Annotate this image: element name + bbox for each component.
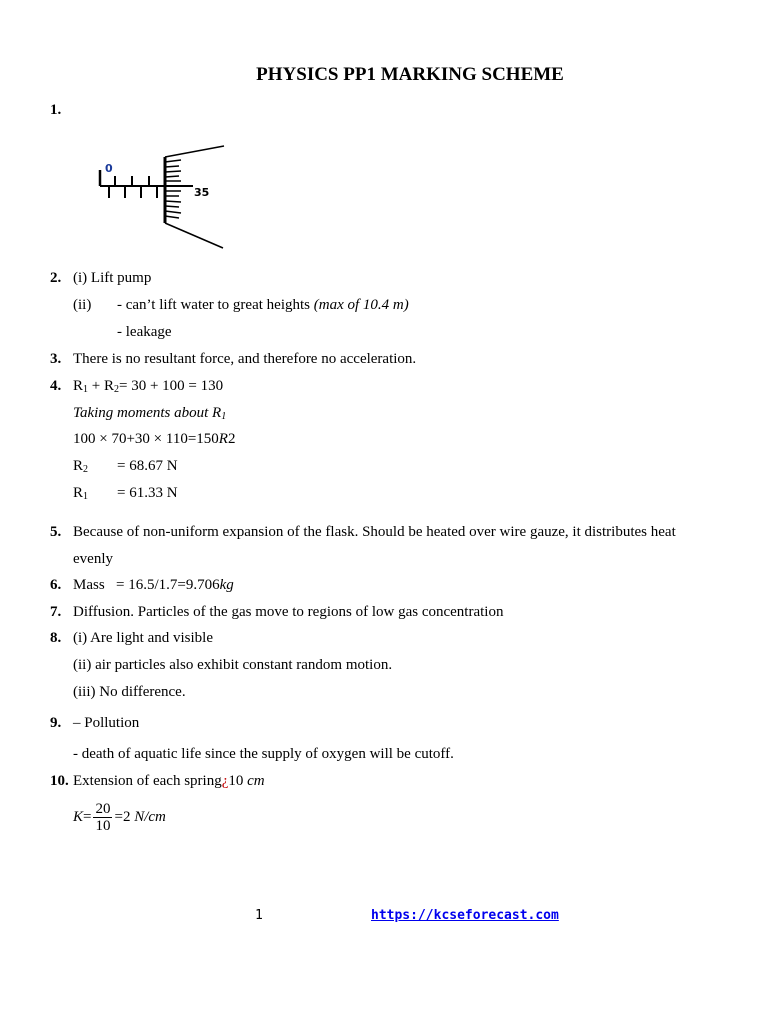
thimble-reading-label: 35 bbox=[194, 186, 210, 199]
question-number: 7. bbox=[50, 604, 62, 620]
eq-result: =2 bbox=[114, 809, 131, 825]
answer-value: 10 bbox=[228, 773, 244, 789]
eq-part: = 30 + 100 = 130 bbox=[118, 378, 224, 394]
answer-text: (ii) air particles also exhibit constant random motion. bbox=[73, 657, 393, 673]
footer-link[interactable]: https://kcseforecast.com bbox=[371, 908, 559, 923]
answer-part: - can’t lift water to great heights bbox=[117, 297, 310, 313]
answer-unit: cm bbox=[247, 773, 265, 789]
numerator: 20 bbox=[95, 801, 111, 818]
label-letter: R bbox=[73, 485, 84, 501]
answer-label: Mass bbox=[73, 577, 105, 593]
answer-text: (i) Are light and visible bbox=[73, 630, 213, 646]
eq-sign: = bbox=[83, 809, 92, 825]
answer-text: Diffusion. Particles of the gas move to regions of low gas concentration bbox=[73, 604, 504, 620]
moments-equation bbox=[73, 428, 235, 450]
sub-label: (ii) bbox=[73, 297, 92, 313]
question-number: 3. bbox=[50, 351, 62, 367]
page-number: 1 bbox=[255, 908, 263, 923]
mass-equation bbox=[116, 574, 234, 596]
answer-text: There is no resultant force, and therefore no acceleration. bbox=[73, 351, 417, 367]
r1-value: = 61.33 N bbox=[117, 485, 178, 501]
label-sub: 2 bbox=[83, 464, 89, 475]
answer-text: – Pollution bbox=[73, 715, 140, 731]
eq-var: R bbox=[218, 431, 228, 447]
question-number: 10. bbox=[50, 773, 69, 789]
question-number: 6. bbox=[50, 577, 62, 593]
eq-part: 100 × 70+30 × 110=150 bbox=[73, 431, 219, 447]
moments-text: Taking moments about R bbox=[73, 405, 222, 421]
r1-label bbox=[73, 482, 88, 508]
r2-value: = 68.67 N bbox=[117, 458, 178, 474]
label-sub: 1 bbox=[83, 491, 89, 502]
spring-constant-equation bbox=[73, 797, 166, 837]
question-number: 8. bbox=[50, 630, 62, 646]
eq-sub: 2 bbox=[113, 384, 119, 395]
answer-text: evenly bbox=[73, 551, 113, 567]
label-letter: R bbox=[73, 458, 84, 474]
eq-var: K bbox=[73, 809, 84, 825]
eq-part: R bbox=[73, 378, 84, 394]
answer-text: (i) Lift pump bbox=[73, 270, 152, 286]
question-number: 5. bbox=[50, 524, 62, 540]
answer-text bbox=[117, 294, 409, 316]
r2-label bbox=[73, 455, 88, 481]
page-title: PHYSICS PP1 MARKING SCHEME bbox=[256, 64, 564, 85]
moments-heading bbox=[73, 402, 226, 428]
answer-text: (iii) No difference. bbox=[73, 684, 186, 700]
answer-text: - leakage bbox=[117, 324, 172, 340]
eq-part: = 16.5/1.7=9.706 bbox=[116, 577, 220, 593]
answer-note: (max of 10.4 m) bbox=[313, 297, 409, 313]
answer-text: Because of non-uniform expansion of the flask. Should be heated over wire gauze, it distributes heat bbox=[73, 524, 676, 540]
eq-tail: 2 bbox=[227, 431, 236, 447]
question-number: 9. bbox=[50, 715, 62, 731]
stray-glyph: ¿ bbox=[221, 773, 229, 789]
question-number: 1. bbox=[50, 102, 62, 118]
sleeve-zero-label: 0 bbox=[105, 162, 113, 175]
answer-part: Extension of each spring bbox=[73, 773, 222, 789]
moments-sub: 1 bbox=[221, 411, 227, 422]
answer-text: - death of aquatic life since the supply of oxygen will be cutoff. bbox=[73, 746, 454, 762]
answer-text bbox=[73, 770, 265, 792]
question-number: 4. bbox=[50, 378, 62, 394]
eq-sub: 1 bbox=[83, 384, 89, 395]
denominator: 10 bbox=[95, 818, 111, 835]
fraction bbox=[93, 801, 112, 834]
equation-sum bbox=[73, 375, 223, 401]
eq-part: + R bbox=[88, 378, 114, 394]
eq-unit: N/cm bbox=[134, 809, 166, 825]
eq-unit: kg bbox=[219, 577, 234, 593]
micrometer-diagram bbox=[95, 140, 230, 252]
question-number: 2. bbox=[50, 270, 62, 286]
